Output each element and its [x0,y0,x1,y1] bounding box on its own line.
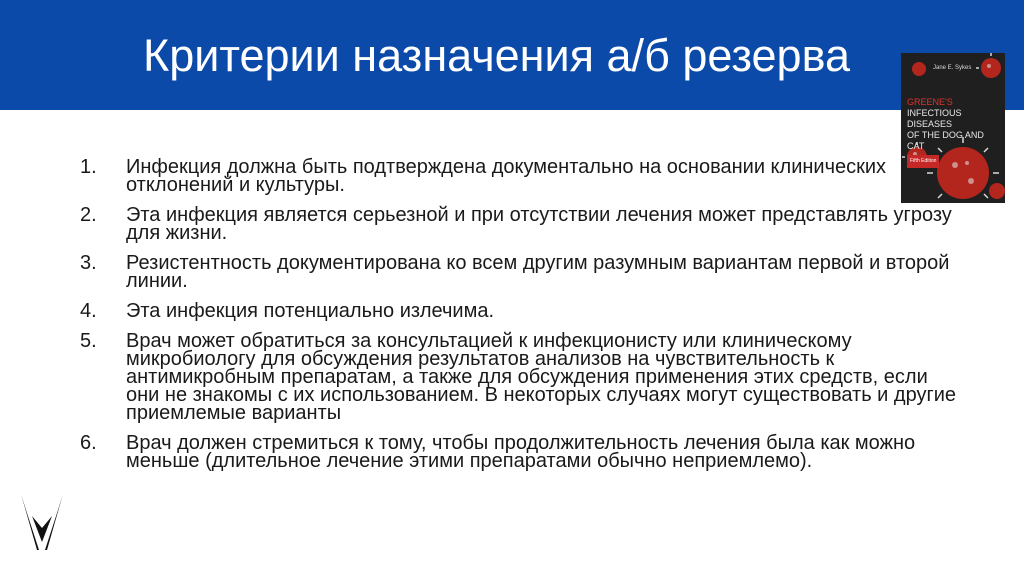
item-number: 2. [80,204,97,226]
book-author: Jane E. Sykes [933,65,972,71]
criteria-list [80,158,960,482]
item-number: 5. [80,330,97,352]
criteria-item [80,332,960,422]
item-text: Врач должен стремиться к тому, чтобы продолжительность лечения была как можно меньше (длительное лечение этими препаратами обычно неприемлемо). [126,432,916,472]
criteria-item [80,206,960,242]
slide-title: Критерии назначения а/б резерва [143,30,851,81]
book-title-line-2: INFECTIOUS DISEASES [907,108,962,129]
book-title-line-3: OF THE DOG AND CAT [907,130,984,151]
item-number: 3. [80,252,97,274]
logo-icon [20,492,64,552]
item-number: 6. [80,432,97,454]
item-text: Резистентность документирована ко всем другим разумным вариантам первой и второй линии. [126,252,950,292]
criteria-item [80,158,960,194]
item-text: Инфекция должна быть подтверждена документально на основании клинических отклонений и культуры. [126,156,887,196]
item-text: Эта инфекция является серьезной и при отсутствии лечения может представлять угрозу для жизни. [126,204,952,244]
book-title-line-1: GREENE'S [907,97,953,107]
book-edition: Fifth Edition [907,155,939,168]
criteria-item [80,302,960,320]
item-text: Эта инфекция потенциально излечима. [126,300,494,322]
criteria-item [80,434,960,470]
item-number: 1. [80,156,97,178]
title-bar [0,0,1024,110]
criteria-item [80,254,960,290]
item-number: 4. [80,300,97,322]
item-text: Врач может обратиться за консультацией к инфекционисту или клиническому микробиологу для обсуждения результатов анализов на чувствительность к антимикробным препаратам, а также для обсуждения применения этих средств, если они не знакомы с их использованием. В некоторых случаях могут существовать и другие приемлемые варианты [126,330,957,424]
